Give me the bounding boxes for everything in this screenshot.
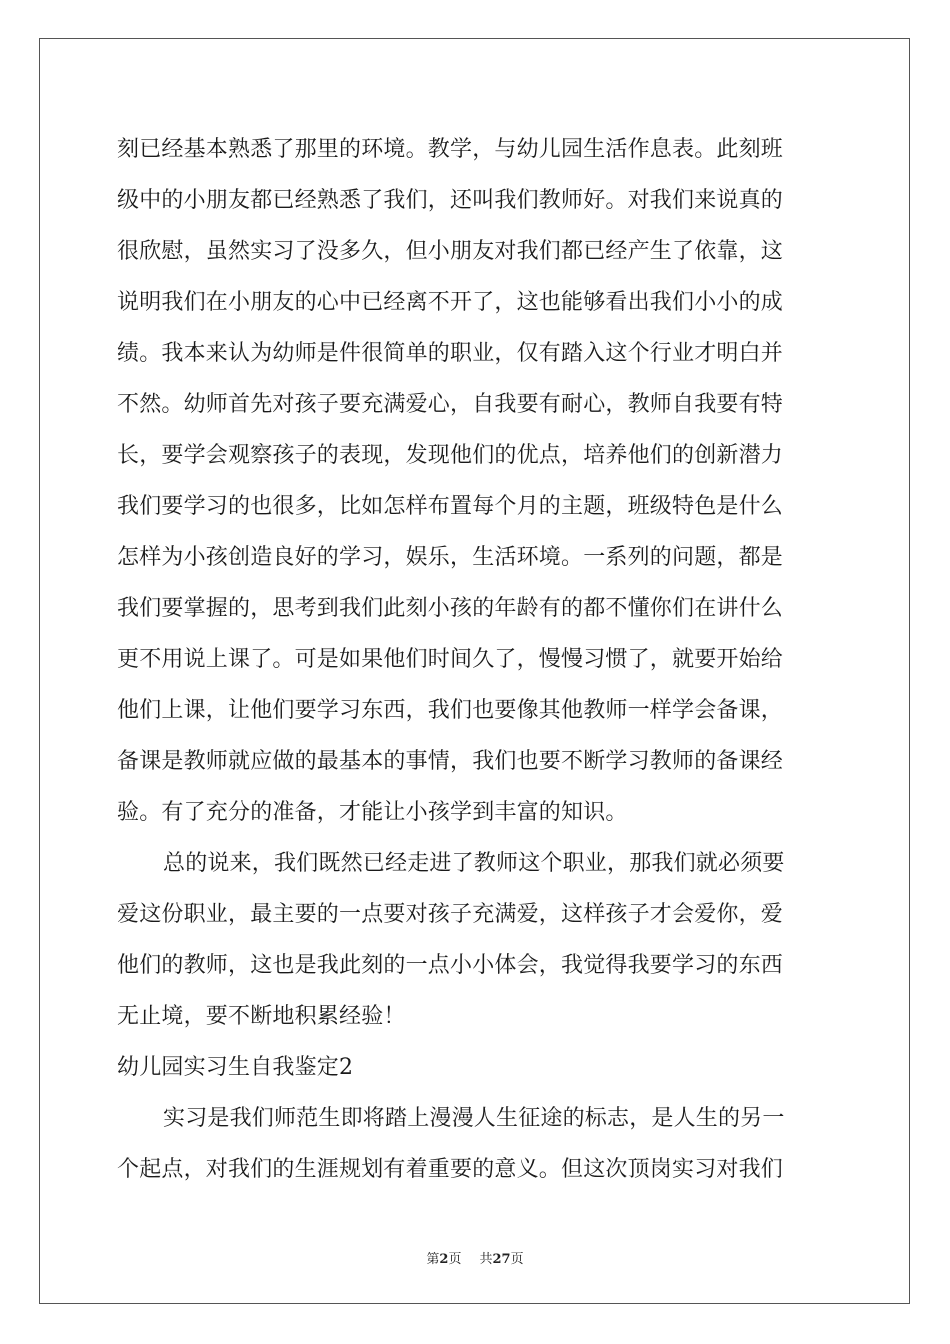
page-footer	[0, 1248, 950, 1267]
text-line: 级中的小朋友都已经熟悉了我们，还叫我们教师好。对我们来说真的	[117, 188, 784, 213]
text-line: 长，要学会观察孩子的表现，发现他们的优点，培养他们的创新潜力	[117, 443, 784, 468]
paragraph-start-line: 实习是我们师范生即将踏上漫漫人生征途的标志，是人生的另一	[163, 1106, 785, 1131]
total-pages: 27	[492, 1252, 511, 1267]
text-line: 备课是教师就应做的最基本的事情，我们也要不断学习教师的备课经	[117, 749, 784, 774]
text-line: 我们要学习的也很多，比如怎样布置每个月的主题，班级特色是什么	[117, 494, 784, 519]
text-line: 个起点，对我们的生涯规划有着重要的意义。但这次顶岗实习对我们	[117, 1157, 784, 1182]
text-line: 更不用说上课了。可是如果他们时间久了，慢慢习惯了，就要开始给	[117, 647, 784, 672]
text-line: 无止境，要不断地积累经验！	[117, 1004, 406, 1029]
text-line: 我们要掌握的，思考到我们此刻小孩的年龄有的都不懂你们在讲什么	[117, 596, 784, 621]
text-line: 不然。幼师首先对孩子要充满爱心，自我要有耐心，教师自我要有特	[117, 392, 784, 417]
text-line: 刻已经基本熟悉了那里的环境。教学，与幼儿园生活作息表。此刻班	[117, 137, 784, 162]
total-prefix: 共	[479, 1252, 493, 1267]
text-line: 说明我们在小朋友的心中已经离不开了，这也能够看出我们小小的成	[117, 290, 784, 315]
section-heading: 幼儿园实习生自我鉴定2	[117, 1055, 354, 1080]
text-line: 怎样为小孩创造良好的学习，娱乐，生活环境。一系列的问题，都是	[117, 545, 784, 570]
page-suffix: 页	[448, 1252, 462, 1267]
page-number: 2	[439, 1252, 449, 1267]
paragraph-start-line: 总的说来，我们既然已经走进了教师这个职业，那我们就必须要	[163, 851, 785, 876]
text-line: 很欣慰，虽然实习了没多久，但小朋友对我们都已经产生了依靠，这	[117, 239, 784, 264]
text-line: 他们的教师，这也是我此刻的一点小小体会，我觉得我要学习的东西	[117, 953, 784, 978]
page-prefix: 第	[426, 1252, 440, 1267]
total-suffix: 页	[510, 1252, 524, 1267]
text-line: 验。有了充分的准备，才能让小孩学到丰富的知识。	[117, 800, 628, 825]
text-line: 他们上课，让他们要学习东西，我们也要像其他教师一样学会备课，	[117, 698, 784, 723]
document-body	[117, 124, 833, 1195]
text-line: 绩。我本来认为幼师是件很简单的职业，仅有踏入这个行业才明白并	[117, 341, 784, 366]
text-line: 爱这份职业，最主要的一点要对孩子充满爱，这样孩子才会爱你，爱	[117, 902, 784, 927]
